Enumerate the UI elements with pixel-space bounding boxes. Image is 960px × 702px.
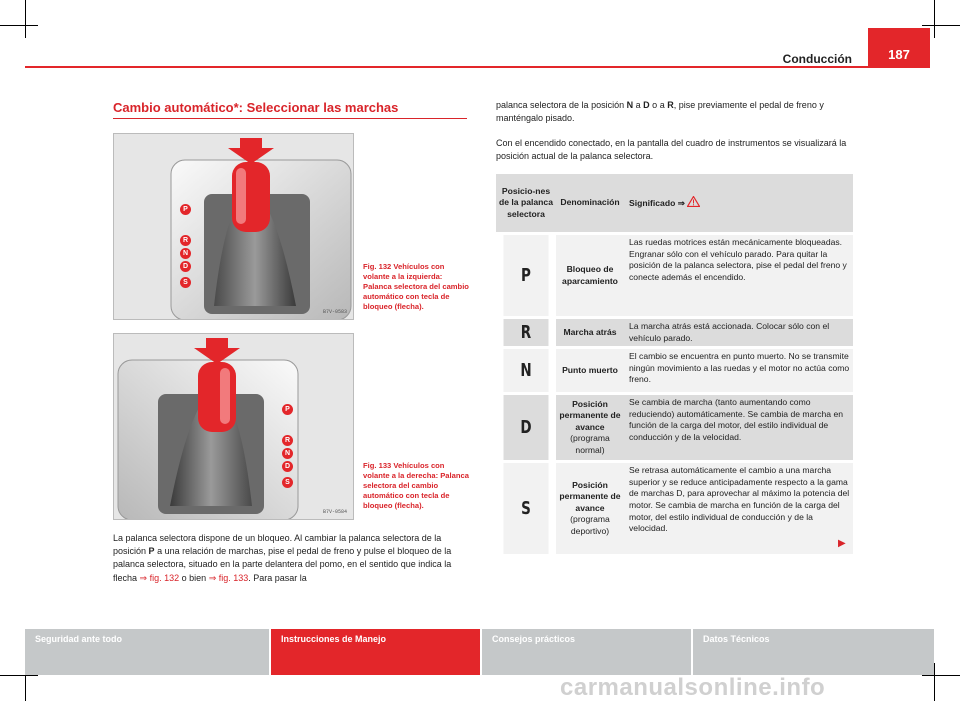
figure-caption: Fig. 133 Vehículos con volante a la derecha: Palanca selectora del cambio automático con tecla de bloqueo (flecha).: [363, 461, 469, 510]
footer-tab-consejos[interactable]: Consejos prácticos: [482, 629, 691, 675]
text-run: . Para pasar la: [248, 572, 307, 583]
gear-name-text: Posición permanente de avance: [559, 398, 621, 432]
gear-r: R: [667, 100, 674, 110]
text-run: a una relación de marchas, pise el pedal de freno y pulse el bloqueo de la palanca selectora, situado en la parte delantera del pomo, en el sentido que indica la flecha: [113, 546, 452, 583]
watermark: carmanualsonline.info: [560, 674, 826, 701]
column-header-label: Significado ⇒: [629, 198, 685, 209]
figure-132: [113, 133, 354, 320]
figure-code: B7V-0584: [322, 509, 347, 515]
body-paragraph: Con el encendido conectado, en la pantalla del cuadro de instrumentos se visualizará la posición actual de la palanca selectora.: [496, 138, 847, 162]
gear-name-text: Marcha atrás: [563, 326, 617, 337]
gear-symbol: P: [504, 234, 549, 318]
gear-name-text: Punto muerto: [562, 364, 618, 375]
gear-label-n: N: [180, 248, 191, 259]
gear-label-p: P: [282, 404, 293, 415]
gear-meaning: Se retrasa automáticamente el cambio a una marcha superior y se reduce anticipadamente respecto a la gama de marchas D, para aprovechar al máximo la potencia del motor. Se cambia de marcha en función de la carga del motor, del estilo individual de conducción y de la velocidad.: [624, 462, 853, 556]
gear-d: D: [643, 100, 650, 110]
column-header: Posicio-nes de la palanca selectora: [496, 174, 556, 234]
footer-tab-seguridad[interactable]: Seguridad ante todo: [25, 629, 269, 675]
table-row: [496, 318, 853, 348]
figure-133: [113, 333, 354, 520]
gear-label-d: D: [180, 261, 191, 272]
column-header: Denominación: [556, 174, 624, 234]
gear-label-r: R: [282, 435, 293, 446]
figure-code: B7V-0583: [322, 309, 347, 315]
page-number: 187: [868, 28, 930, 66]
footer-tab-datos[interactable]: Datos Técnicos: [693, 629, 934, 675]
gear-symbol: N: [504, 348, 549, 394]
gear-label-r: R: [180, 235, 191, 246]
gear-meaning: Se cambia de marcha (tanto aumentando como reduciendo) automáticamente. Se cambia de marcha en función de la carga del motor, del estilo individual de conducción y de la velocidad.: [624, 394, 853, 462]
table-row: [496, 234, 853, 318]
gear-positions-table: [496, 174, 853, 557]
table-row: [496, 394, 853, 462]
gear-label-s: S: [282, 477, 293, 488]
text-run: o bien: [181, 572, 207, 583]
text-run: palanca selectora de la posición: [496, 100, 625, 110]
gear-name-text: Posición permanente de avance: [559, 479, 621, 513]
gear-symbol: S: [504, 462, 549, 556]
crop-mark: [934, 0, 935, 38]
text-run: , pise previamente el pedal de freno y manténgalo pisado.: [496, 100, 824, 124]
text-run: a: [635, 100, 641, 110]
crop-mark: [0, 25, 38, 26]
gear-meaning: La marcha atrás está accionada. Colocar sólo con el vehículo parado.: [624, 318, 853, 348]
section-rule: [113, 118, 467, 119]
gear-n: N: [626, 100, 634, 110]
table-row: [496, 348, 853, 394]
gear-name: [556, 318, 624, 348]
footer-tab-instrucciones[interactable]: Instrucciones de Manejo: [271, 629, 480, 675]
gear-shifter-illustration: [114, 334, 354, 520]
gear-meaning: Las ruedas motrices están mecánicamente bloqueadas. Engranar sólo con el vehículo parado. Para quitar la posición de la palanca selectora, pise el pedal del freno y conecte además el encendido.: [624, 234, 853, 318]
continue-arrow-icon: ▶: [838, 538, 846, 549]
gear-name-extra: (programa deportivo): [570, 514, 610, 537]
body-paragraph: [496, 99, 856, 125]
gear-p: P: [148, 546, 155, 557]
header-rule: [25, 66, 930, 68]
column-header: [624, 174, 853, 234]
gear-symbol: D: [504, 394, 549, 462]
text-run: o: [652, 100, 658, 110]
figure-caption: Fig. 132 Vehículos con volante a la izquierda: Palanca selectora del cambio automático con tecla de bloqueo (flecha).: [363, 262, 469, 311]
gear-label-s: S: [180, 277, 191, 288]
gear-name: [556, 348, 624, 394]
gear-shifter-illustration: [114, 134, 354, 320]
crop-mark: [0, 675, 38, 676]
gear-label-n: N: [282, 448, 293, 459]
gear-label-d: D: [282, 461, 293, 472]
table-row: [496, 462, 853, 556]
text-run: a: [659, 100, 665, 110]
gear-meaning: El cambio se encuentra en punto muerto. No se transmite ningún movimiento a las ruedas y el motor no actúa como freno.: [624, 348, 853, 394]
figure-link-133[interactable]: ⇒ fig. 133: [208, 572, 249, 583]
crop-mark: [922, 675, 960, 676]
gear-label-p: P: [180, 204, 191, 215]
figure-link-132[interactable]: ⇒ fig. 132: [139, 572, 180, 583]
gear-name: [556, 394, 624, 462]
crop-mark: [25, 0, 26, 38]
gear-name-extra: (programa normal): [570, 433, 610, 456]
gear-name: [556, 234, 624, 318]
crop-mark: [934, 663, 935, 701]
warning-icon: [687, 196, 700, 207]
crop-mark: [922, 25, 960, 26]
body-paragraph: [113, 532, 473, 585]
gear-symbol: R: [504, 318, 549, 348]
section-title: Cambio automático*: Seleccionar las marchas: [113, 100, 399, 115]
gear-name: [556, 462, 624, 556]
text-run: La palanca selectora dispone de un bloqueo. Al cambiar la palanca selectora de la posición: [113, 533, 442, 557]
gear-name-text: Bloqueo de aparcamiento: [562, 263, 618, 286]
running-header-title: Conducción: [782, 52, 852, 66]
